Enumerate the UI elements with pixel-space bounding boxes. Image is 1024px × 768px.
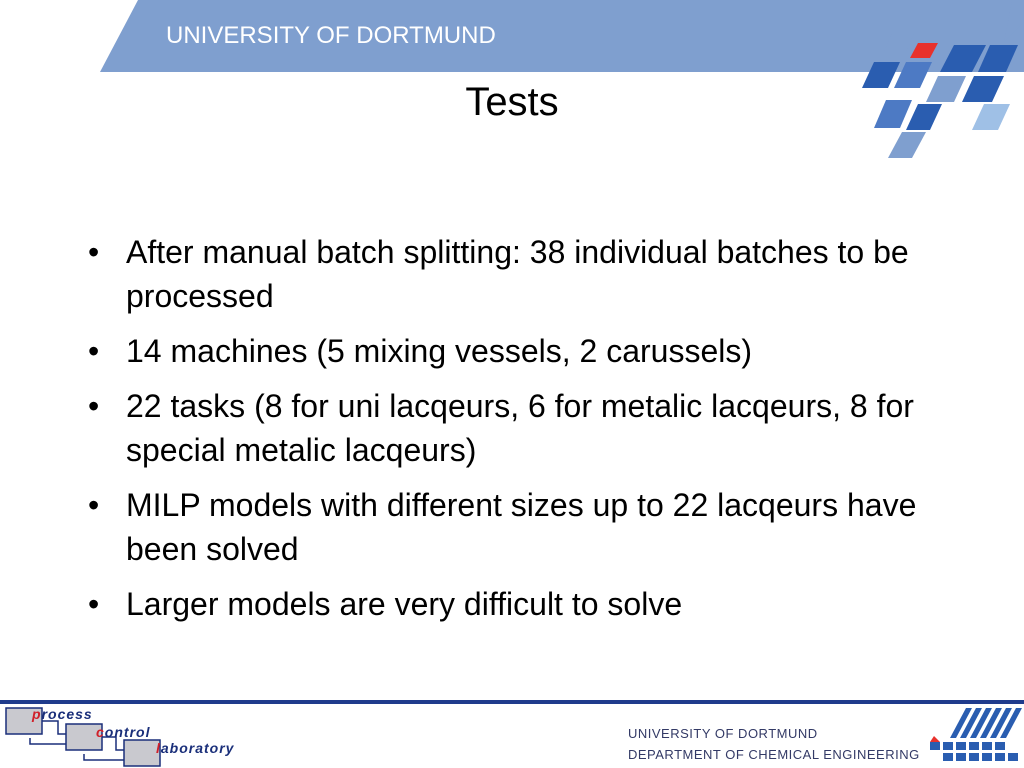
lab-logo-line-control: control [96,724,151,740]
bullet-icon: • [88,388,100,424]
bullet-text: After manual batch splitting: 38 individual batches to be processed [126,234,909,314]
bullet-icon: • [88,234,100,270]
lab-logo-line-process: process [32,706,93,722]
slide-title: Tests [465,80,559,124]
bullet-list [88,230,948,637]
bullet-item [88,230,948,318]
bullet-text: MILP models with different sizes up to 22 lacqeurs have been solved [126,487,917,567]
bullet-item [88,582,948,626]
bullet-item [88,384,948,472]
bullet-icon: • [88,586,100,622]
bullet-icon: • [88,333,100,369]
footer-university-name: UNIVERSITY OF DORTMUND [628,726,818,741]
bullet-icon: • [88,487,100,523]
bullet-item [88,483,948,571]
university-footer-logo-icon [926,706,1022,768]
bullet-item [88,329,948,373]
lab-logo-line-laboratory: laboratory [156,740,235,756]
footer-department-name: DEPARTMENT OF CHEMICAL ENGINEERING [628,747,920,762]
header-university-name: UNIVERSITY OF DORTMUND [166,22,496,49]
process-control-laboratory-logo [0,704,270,768]
bullet-text: 14 machines (5 mixing vessels, 2 carussels) [126,333,753,369]
bullet-text: Larger models are very difficult to solve [126,586,683,622]
bullet-text: 22 tasks (8 for uni lacqeurs, 6 for metalic lacqeurs, 8 for special metalic lacqeurs) [126,388,914,468]
